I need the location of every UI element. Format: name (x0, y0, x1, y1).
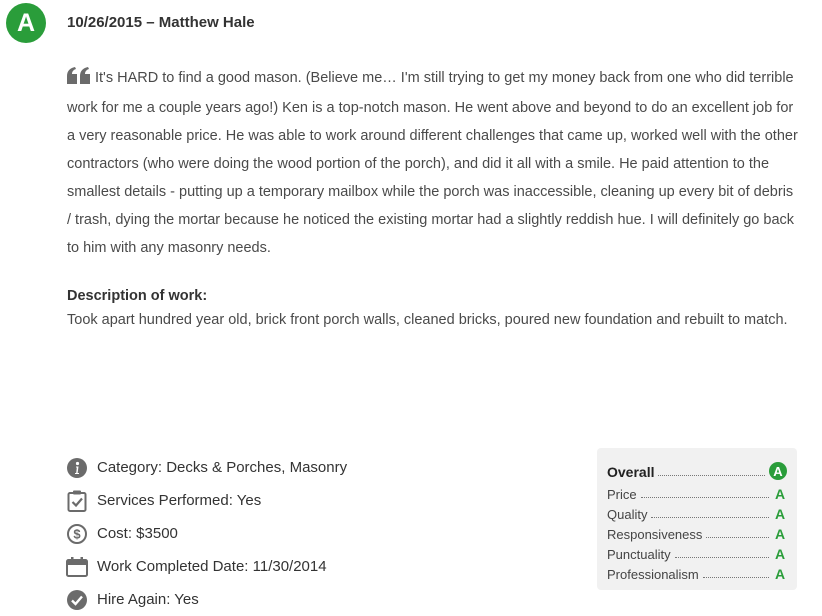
rating-responsiveness (607, 522, 787, 542)
rating-overall-label: Overall (607, 464, 655, 480)
rating-quality-label: Quality (607, 507, 648, 522)
rating-professionalism (607, 562, 787, 582)
dollar-icon (66, 523, 88, 545)
detail-hire-again-label: Hire Again: Yes (97, 591, 199, 608)
detail-category (66, 451, 347, 484)
clipboard-check-icon (66, 490, 88, 512)
detail-hire-again (66, 583, 347, 616)
rating-responsiveness-grade: A (774, 526, 786, 542)
rating-professionalism-label: Professionalism (607, 567, 699, 582)
detail-category-label: Category: Decks & Porches, Masonry (97, 459, 348, 476)
review-header (67, 14, 255, 31)
rating-overall-grade: A (769, 462, 787, 480)
detail-cost-label: Cost: $3500 (97, 525, 178, 542)
review-text: It's HARD to find a good mason. (Believe me… I'm still trying to get my money back from one who did terrible work for me a couple years ago!) Ken is a top-notch mason. He went above and beyond to do an excellent job for a very reasonable price. He was able to work around different challenges that came up, worked well with the other contractors (who were doing the wood portion of the porch), and did it all with a smile. He paid attention to the smallest details - putting up a temporary mailbox while the porch was inaccessible, cleaning up every bit of debris / trash, dying the mortar because he noticed the existing mortar had a slightly reddish hue. I will definitely go back to him with any masonry needs. (67, 70, 798, 256)
detail-completed-date-label: Work Completed Date: 11/30/2014 (97, 558, 327, 575)
review-date: 10/26/2015 (67, 14, 147, 31)
rating-leader-dots (658, 475, 765, 476)
rating-punctuality (607, 542, 787, 562)
review-grade-badge: A (6, 3, 46, 43)
review-author: Matthew Hale (158, 14, 255, 31)
rating-overall (607, 458, 787, 480)
detail-completed-date (66, 550, 347, 583)
rating-price-grade: A (774, 486, 786, 502)
calendar-icon (66, 556, 88, 578)
detail-services (66, 484, 347, 517)
quote-icon (67, 66, 91, 94)
description-text: Took apart hundred year old, brick front porch walls, cleaned bricks, poured new foundation and rebuilt to match. (67, 312, 788, 328)
detail-cost (66, 517, 347, 550)
rating-price (607, 482, 787, 502)
rating-quality (607, 502, 787, 522)
review-details (66, 451, 347, 616)
rating-price-label: Price (607, 487, 637, 502)
rating-professionalism-grade: A (774, 566, 786, 582)
rating-leader-dots (706, 537, 769, 538)
rating-leader-dots (675, 557, 769, 558)
info-icon (66, 457, 88, 479)
rating-leader-dots (641, 497, 769, 498)
rating-punctuality-label: Punctuality (607, 547, 671, 562)
detail-services-label: Services Performed: Yes (97, 492, 262, 509)
rating-leader-dots (651, 517, 769, 518)
description-title: Description of work: (67, 288, 208, 304)
rating-responsiveness-label: Responsiveness (607, 527, 703, 542)
rating-quality-grade: A (774, 506, 786, 522)
checkmark-circle-icon (66, 589, 88, 611)
svg-text:$: $ (73, 526, 81, 541)
review-body (67, 64, 801, 262)
rating-punctuality-grade: A (774, 546, 786, 562)
review-separator: – (146, 14, 159, 31)
rating-leader-dots (703, 577, 769, 578)
ratings-panel (597, 448, 797, 590)
